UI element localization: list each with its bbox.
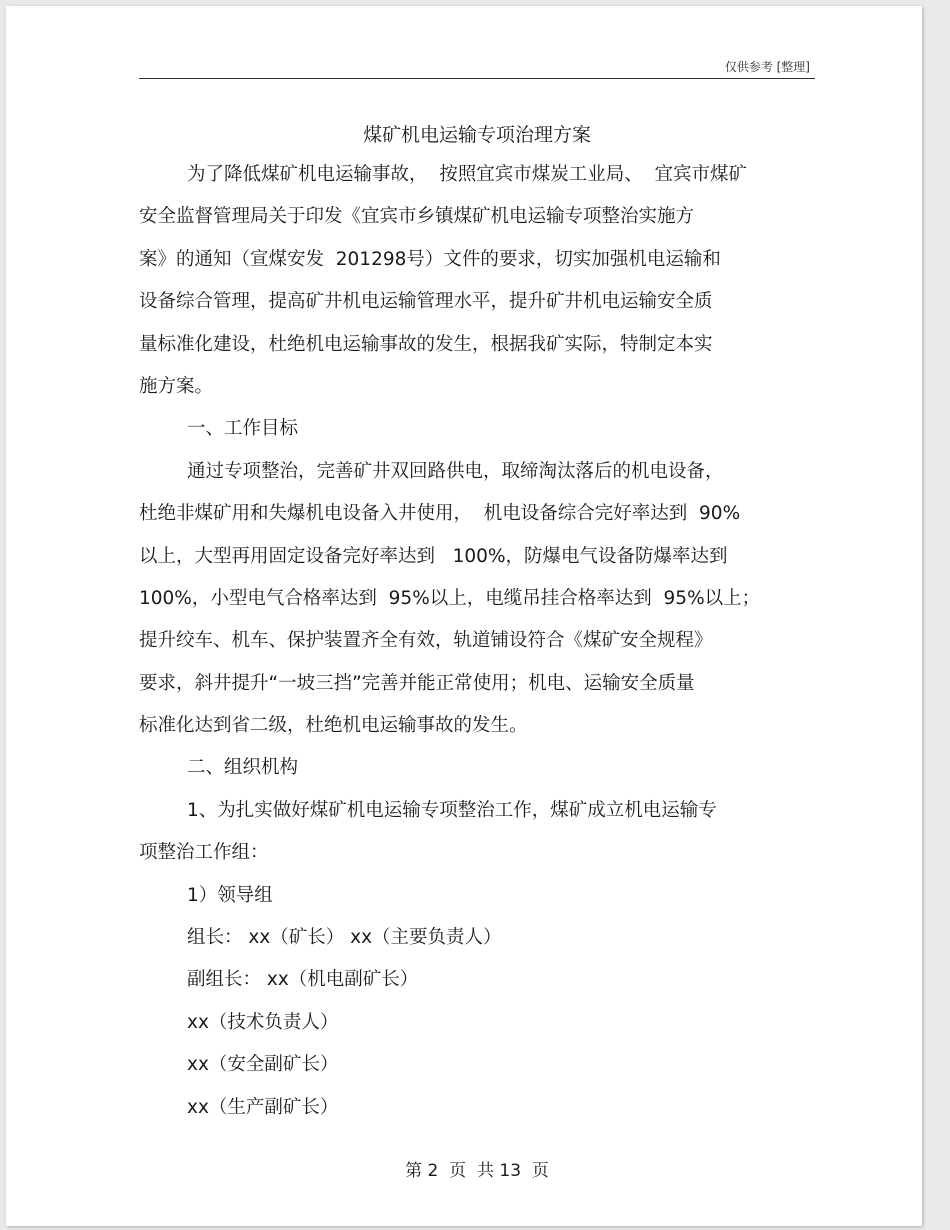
body-line: 设备综合管理，提高矿井机电运输管理水平，提升矿井机电运输安全质: [139, 291, 713, 313]
document-body: [139, 154, 829, 1129]
page-number: 第 2 页 共 13 页: [405, 1161, 549, 1181]
body-line: 为了降低煤矿机电运输事故， 按照宜宾市煤炭工业局、 宜宾市煤矿: [187, 164, 748, 185]
body-line: 100%，小型电气合格率达到 95%以上，电缆吊挂合格率达到 95%以上；: [139, 587, 761, 609]
member-line: 副组长： xx（机电副矿长）: [187, 969, 419, 991]
body-line: 杜绝非煤矿用和失爆机电设备入井使用， 机电设备综合完好率达到 90%: [139, 503, 741, 525]
document-title: 煤矿机电运输专项治理方案: [362, 124, 591, 146]
member-line: 组长： xx（矿长） xx（主要负责人）: [187, 927, 502, 949]
member-line: xx（安全副矿长）: [187, 1054, 339, 1076]
body-line: 项整治工作组：: [139, 842, 269, 864]
section-heading: 一、工作目标: [187, 418, 299, 440]
body-line: 标准化达到省二级，杜绝机电运输事故的发生。: [139, 715, 528, 737]
body-line: 1、为扎实做好煤矿机电运输专项整治工作，煤矿成立机电运输专: [187, 799, 717, 821]
body-line: 量标准化建设，杜绝机电运输事故的发生，根据我矿实际，特制定本实: [139, 333, 713, 355]
body-line: 以上，大型再用固定设备完好率达到 100%，防爆电气设备防爆率达到: [139, 545, 728, 567]
body-line: 通过专项整治，完善矿井双回路供电，取缔淘汰落后的机电设备，: [187, 460, 724, 482]
member-line: xx（生产副矿长）: [187, 1096, 339, 1118]
body-line: 案》的通知（宣煤安发 201298号）文件的要求，切实加强机电运输和: [139, 248, 721, 270]
subsection-heading: 1）领导组: [187, 884, 273, 906]
document-page: [6, 6, 922, 1226]
body-line: 安全监督管理局关于印发《宜宾市乡镇煤矿机电运输专项整治实施方: [139, 206, 695, 228]
body-line: 施方案。: [139, 375, 214, 397]
section-heading: 二、组织机构: [187, 757, 299, 779]
body-line: 要求，斜井提升“一坡三挡”完善并能正常使用；机电、运输安全质量: [139, 672, 695, 694]
body-line: 提升绞车、机车、保护装置齐全有效，轨道铺设符合《煤矿安全规程》: [139, 630, 713, 652]
header-note: 仅供参考 [整理]: [724, 60, 810, 74]
member-line: xx（技术负责人）: [187, 1011, 339, 1033]
header-divider: [139, 78, 815, 79]
